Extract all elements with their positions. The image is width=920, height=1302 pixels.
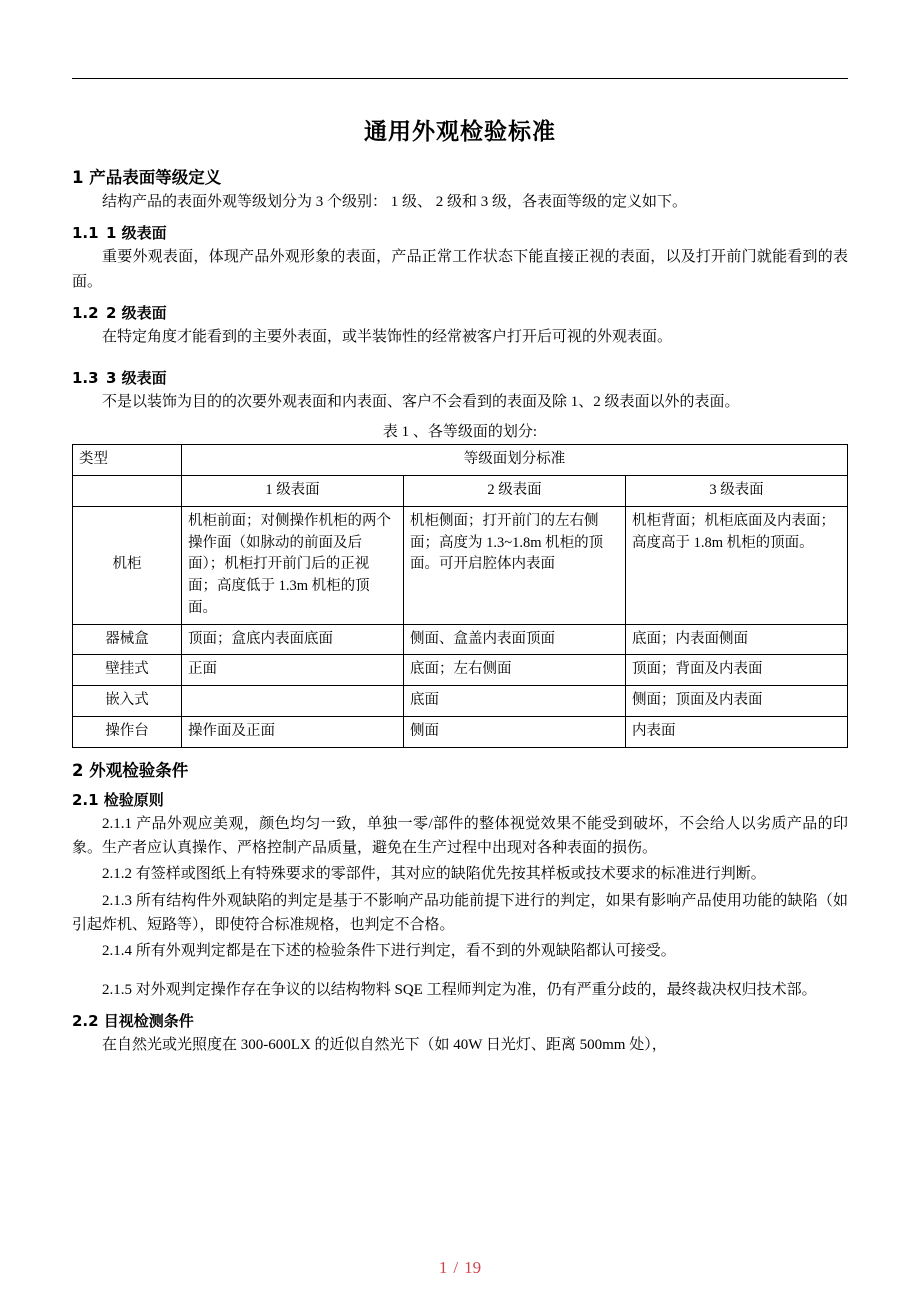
subsection-text-2-1-4: 2.1.4 所有外观判定都是在下述的检验条件下进行判定，看不到的外观缺陷都认可接受。 [102, 943, 676, 960]
page-footer [0, 1258, 920, 1278]
subsection-text-1-2: 在特定角度才能看到的主要外表面，或半装饰性的经常被客户打开后可视的外观表面。 [102, 328, 673, 345]
subsection-text-1-1: 重要外观表面，体现产品外观形象的表面，产品正常工作状态下能直接正视的表面，以及打开前门就能看到的表面。 [72, 249, 848, 290]
table-cell-level2: 底面；左右侧面 [404, 655, 626, 686]
grade-table [72, 444, 848, 747]
table-cell-level3: 侧面；顶面及内表面 [626, 686, 848, 717]
footer-total-pages: 19 [464, 1258, 482, 1277]
subsection-text-2-1-3: 2.1.3 所有结构件外观缺陷的判定是基于不影响产品功能前提下进行的判定，如果有影响产品使用功能的缺陷（如引起炸机、短路等），即使符合标准规格，也判定不合格。 [72, 892, 848, 933]
page-title: 通用外观检验标准 [364, 119, 556, 145]
table-cell-level3: 内表面 [626, 716, 848, 747]
table-row [73, 476, 848, 507]
table-cell-level1: 机柜前面；对侧操作机柜的两个操作面（如脉动的前面及后面）；机柜打开前门后的正视面；高度低于 1.3m 机柜的顶面。 [182, 506, 404, 624]
footer-separator: / [453, 1258, 459, 1277]
subsection-title-1-3: 3 级表面 [106, 369, 167, 388]
table-header-level-1: 1 级表面 [182, 476, 404, 507]
table-row [73, 655, 848, 686]
subsection-text-1-3: 不是以装饰为目的的次要外观表面和内表面、客户不会看到的表面及除 1、2 级表面以外的表面。 [102, 394, 740, 411]
table-row [73, 506, 848, 624]
table-cell-level3: 机柜背面；机柜底面及内表面；高度高于 1.8m 机柜的顶面。 [626, 506, 848, 624]
subsection-heading-1-2 [72, 302, 848, 323]
table-cell-level1: 顶面；盒底内表面底面 [182, 624, 404, 655]
subsection-number-1-2: 1.2 [72, 303, 99, 322]
subsection-heading-1-1 [72, 222, 848, 243]
table-row [73, 716, 848, 747]
table-row [73, 686, 848, 717]
subsection-heading-2-1: 2.1 检验原则 [72, 790, 164, 809]
table-cell-level2: 机柜侧面；打开前门的左右侧面；高度为 1.3~1.8m 机柜的顶面。可开启腔体内表面 [404, 506, 626, 624]
subsection-number-1-3: 1.3 [72, 369, 99, 388]
table-row [73, 445, 848, 476]
table-cell-level2: 底面 [404, 686, 626, 717]
table-cell-level3: 底面；内表面侧面 [626, 624, 848, 655]
table-cell-type: 嵌入式 [73, 686, 182, 717]
table-cell-type: 器械盒 [73, 624, 182, 655]
subsection-heading-2-2: 2.2 目视检测条件 [72, 1011, 194, 1030]
subsection-heading-1-3 [72, 367, 848, 388]
table-row [73, 624, 848, 655]
subsection-number-1-1: 1.1 [72, 224, 99, 243]
subsection-title-1-2: 2 级表面 [106, 303, 167, 322]
table-cell-type: 机柜 [73, 506, 182, 624]
subsection-text-2-2-1: 在自然光或光照度在 300-600LX 的近似自然光下（如 40W 日光灯、距离 500mm 处）， [102, 1036, 667, 1053]
table-cell-level1: 操作面及正面 [182, 716, 404, 747]
table-header-type: 类型 [73, 445, 182, 476]
table-cell-type: 操作台 [73, 716, 182, 747]
table-header-level-3: 3 级表面 [626, 476, 848, 507]
table-header-level-2: 2 级表面 [404, 476, 626, 507]
subsection-text-2-1-2: 2.1.2 有签样或图纸上有特殊要求的零部件，其对应的缺陷优先按其样板或技术要求的标准进行判断。 [102, 866, 766, 883]
table-cell-level1: 正面 [182, 655, 404, 686]
table-cell-level2: 侧面 [404, 716, 626, 747]
subsection-title-1-1: 1 级表面 [106, 224, 167, 243]
table-caption: 表 1 、各等级面的划分: [382, 424, 538, 441]
table-cell-level1 [182, 686, 404, 717]
section-1-intro: 结构产品的表面外观等级划分为 3 个级别： 1 级、 2 级和 3 级，各表面等级的定义如下。 [102, 194, 688, 210]
table-cell-level3: 顶面；背面及内表面 [626, 655, 848, 686]
subsection-text-2-1-1: 2.1.1 产品外观应美观，颜色均匀一致，单独一零/部件的整体视觉效果不能受到破坏，不会给人以劣质产品的印象。生产者应认真操作、严格控制产品质量，避免在生产过程中出现对各种表面的损伤。 [72, 815, 848, 857]
subsection-text-2-1-5: 2.1.5 对外观判定操作存在争议的以结构物料 SQE 工程师判定为准，仍有严重分歧的，最终裁决权归技术部。 [102, 981, 817, 998]
section-heading-1: 1 产品表面等级定义 [72, 168, 222, 187]
table-cell-level2: 侧面、盒盖内表面顶面 [404, 624, 626, 655]
table-empty-cell [73, 476, 182, 507]
table-header-span: 等级面划分标准 [182, 445, 848, 476]
section-heading-2: 2 外观检验条件 [72, 760, 189, 780]
header-divider [72, 78, 848, 79]
table-cell-type: 壁挂式 [73, 655, 182, 686]
footer-current-page: 1 [438, 1258, 448, 1277]
